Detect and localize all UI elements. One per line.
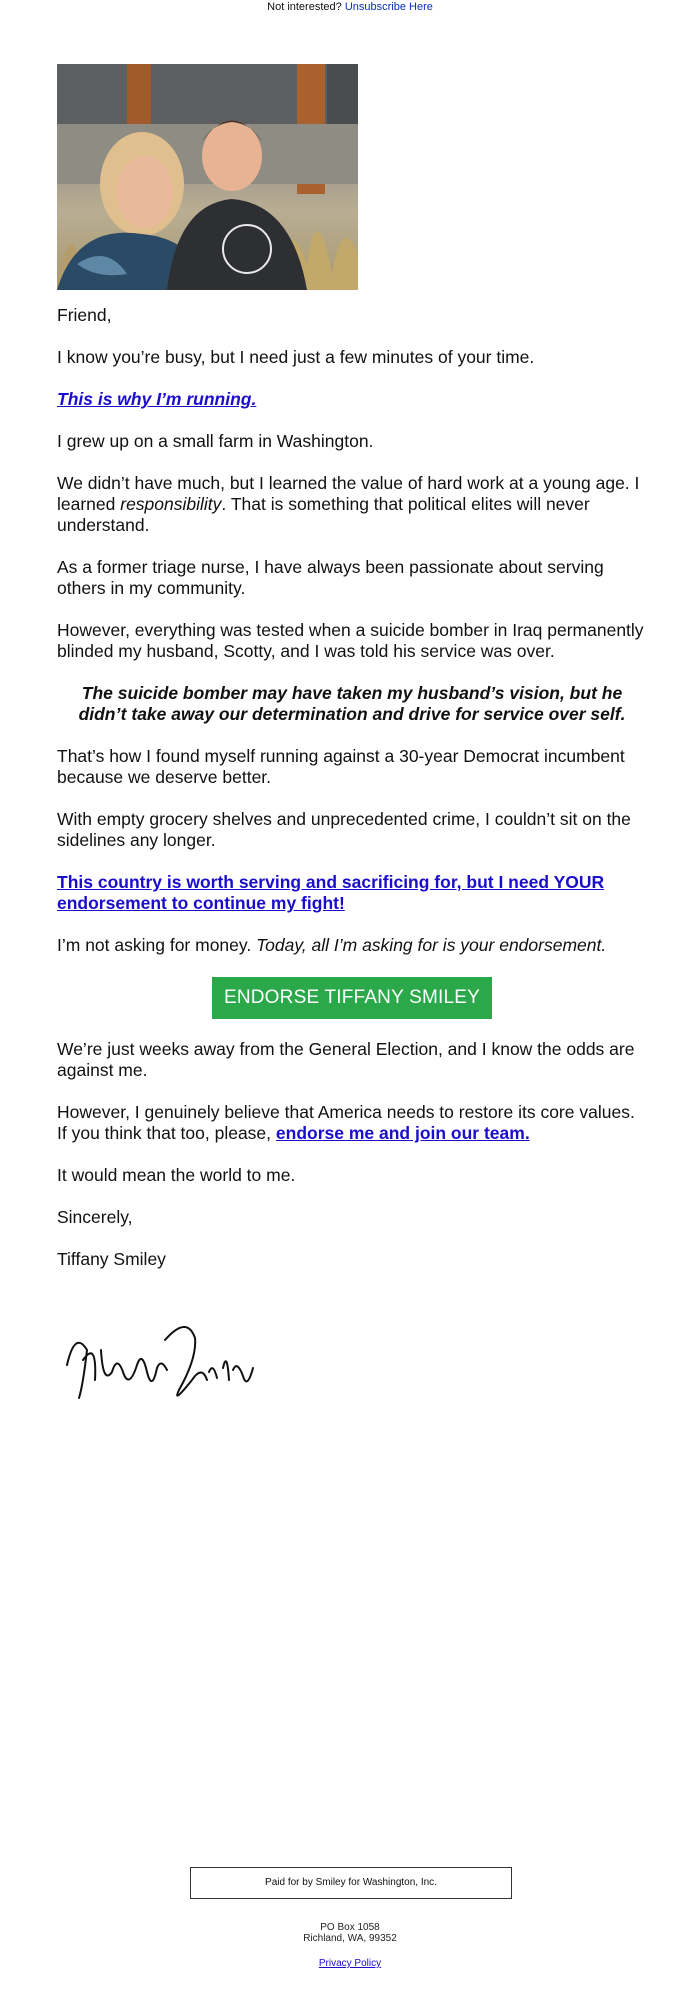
paid-for-disclaimer: Paid for by Smiley for Washington, Inc. <box>190 1867 512 1899</box>
paragraph-sidelines: With empty grocery shelves and unprecedented crime, I couldn’t sit on the sidelines any longer. <box>57 809 631 850</box>
signature <box>57 1310 257 1410</box>
greeting: Friend, <box>57 305 112 325</box>
responsibility-emphasis: responsibility <box>120 494 222 514</box>
sender-name: Tiffany Smiley <box>57 1249 166 1269</box>
paragraph-responsibility <box>57 473 647 536</box>
paragraph-intro: I know you’re busy, but I need just a few minutes of your time. <box>57 347 535 367</box>
values-text: However, I genuinely believe that America needs to restore its core values. If you think that too, please, <box>57 1102 635 1143</box>
pull-quote: The suicide bomber may have taken my husband’s vision, but he didn’t take away our determination and drive for service over self. <box>78 683 626 724</box>
address-line-1: PO Box 1058 <box>320 1922 380 1933</box>
campaign-photo-image <box>57 64 358 290</box>
join-team-link[interactable]: endorse me and join our team. <box>275 1123 530 1143</box>
paragraph-iraq: However, everything was tested when a suicide bomber in Iraq permanently blinded my husband, Scotty, and I was told his service was over. <box>57 620 644 661</box>
email-body <box>57 305 647 1291</box>
campaign-photo <box>57 64 358 290</box>
paragraph-incumbent: That’s how I found myself running against a 30-year Democrat incumbent because we deserve better. <box>57 746 625 787</box>
endorsement-link[interactable]: This country is worth serving and sacrificing for, but I need YOUR endorsement to continue my fight! <box>57 872 605 913</box>
responsibility-text-a: We didn’t have much, but I learned the value of hard work at a young age. I learned <box>57 473 640 514</box>
mailing-address <box>0 1922 700 1944</box>
endorsement-emphasis: Today, all I’m asking for is your endorsement. <box>256 935 607 955</box>
paragraph-not-money <box>57 935 647 956</box>
unsubscribe-bar <box>0 0 700 14</box>
endorse-button[interactable]: ENDORSE TIFFANY SMILEY <box>212 977 492 1019</box>
why-running-link[interactable]: This is why I’m running. <box>57 389 257 409</box>
signature-drawing <box>57 1310 257 1410</box>
paragraph-weeks: We’re just weeks away from the General Election, and I know the odds are against me. <box>57 1039 635 1080</box>
responsibility-text-b: . That is something that political elites will never understand. <box>57 494 590 535</box>
privacy-policy-container <box>0 1958 700 1970</box>
paragraph-world: It would mean the world to me. <box>57 1165 296 1185</box>
paragraph-link-running <box>57 389 647 410</box>
not-money-text: I’m not asking for money. <box>57 935 257 955</box>
paragraph-link-country <box>57 872 647 914</box>
cta-container <box>57 977 647 1019</box>
paragraph-farm: I grew up on a small farm in Washington. <box>57 431 374 451</box>
signoff: Sincerely, <box>57 1207 133 1227</box>
unsubscribe-link[interactable]: Unsubscribe Here <box>344 1 433 13</box>
unsubscribe-prefix: Not interested? <box>267 1 342 13</box>
paragraph-nurse: As a former triage nurse, I have always been passionate about serving others in my community. <box>57 557 604 598</box>
address-line-2: Richland, WA, 99352 <box>303 1933 397 1944</box>
privacy-policy-link[interactable]: Privacy Policy <box>318 1958 382 1969</box>
paragraph-values <box>57 1102 647 1144</box>
